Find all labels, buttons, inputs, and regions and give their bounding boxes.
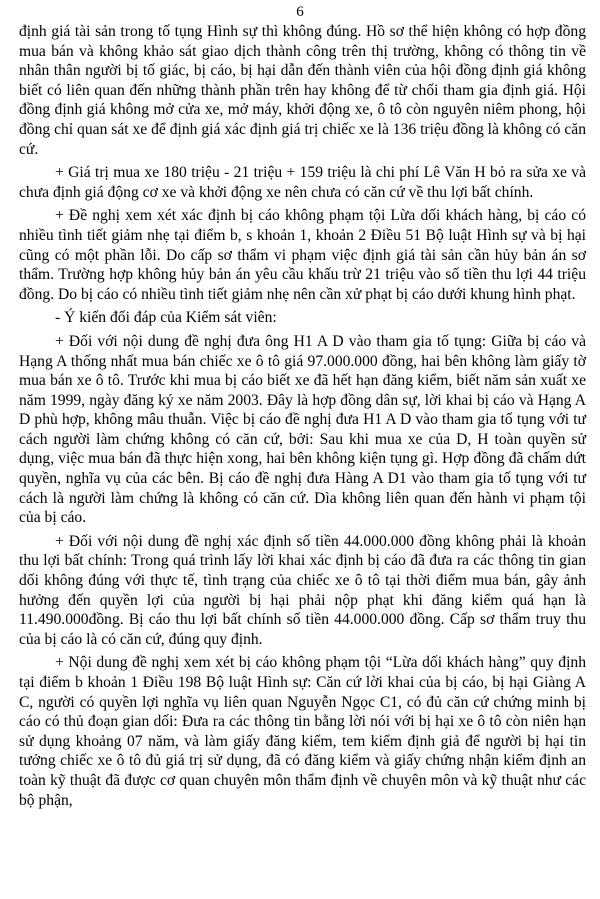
paragraph-purchase-value: + Giá trị mua xe 180 triệu - 21 triệu + 159 triệu là chi phí Lê Văn H bỏ ra sửa xe và chưa định giá động cơ xe và khởi động xe nên chưa có căn cứ về thu lợi bất chính.: [19, 164, 586, 201]
document-body: [19, 22, 586, 810]
paragraph-valuation-objection: định giá tài sản trong tố tụng Hình sự thì không đúng. Hồ sơ thể hiện không có hợp đồng mua bán và không khảo sát giao dịch thành công trên thị trường, không có thông tin về nhân thân người bị tố giác, bị cáo, bị hại dẫn đến thành viên của hội đồng định giá không biết có liên quan đến những thành phần trên hay không để từ chối tham gia định giá. Hội đồng định giá không mở cửa xe, mở máy, khởi động xe, ô tô còn nguyên niêm phong, hội đồng chỉ quan sát xe để định giá xác định giá trị chiếc xe là 136 triệu đồng là không có căn cứ.: [19, 23, 586, 158]
paragraph-witness-response: + Đối với nội dung đề nghị đưa ông H1 A D vào tham gia tố tụng: Giữa bị cáo và Hạng A thống nhất mua bán chiếc xe ô tô giá 97.000.000 đồng, hai bên không làm giấy tờ mua bán xe ô tô. Trước khi mua bị cáo biết xe đã hết hạn đăng kiểm, biết năm sản xuất xe năm 1999, ngày đăng ký xe năm 2003. Đây là hợp đồng dân sự, lời khai bị cáo và Hạng A D phù hợp, không mâu thuẫn. Việc bị cáo đề nghị đưa H1 A D vào tham gia tố tụng với tư cách người làm chứng không có căn cứ, bởi: Sau khi mua xe của D, H toàn quyền sử dụng, việc mua bán đã thực hiện xong, hai bên không kiện tụng gì. Hợp đồng đã chấm dứt quyền, nghĩa vụ của các bên. Bị cáo đề nghị đưa Hàng A D1 vào tham gia tố tụng với tư cách là người làm chứng là không có căn cứ. Dìa không liên quan đến hành vi phạm tội của bị cáo.: [19, 332, 586, 527]
paragraph-fraud-response: + Nội dung đề nghị xem xét bị cáo không phạm tội “Lừa dối khách hàng” quy định tại điểm b khoản 1 Điều 198 Bộ luật Hình sự: Căn cứ lời khai của bị cáo, bị hại Giàng A C, người có quyền lợi nghĩa vụ liên quan Nguyễn Ngọc C1, có đủ căn cứ chứng minh bị cáo có thủ đoạn gian dối: Đưa ra các thông tin bằng lời nói với bị hại xe ô tô còn niên hạn sử dụng khoảng 07 năm, và làm giấy đăng kiểm, tem kiểm định giả để người bị hại tin tưởng chiếc xe ô tô đủ giá trị sử dụng, đã có đăng kiểm và giấy chứng nhận kiểm định an toàn kỹ thuật đã được cơ quan chuyên môn thẩm định về chuyên môn và kỹ thuật như các bộ phận,: [19, 654, 586, 809]
paragraph-illegal-profit-response: + Đối với nội dung đề nghị xác định số tiền 44.000.000 đồng không phải là khoản thu lợi bất chính: Trong quá trình lấy lời khai xác định bị cáo đã đưa ra các thông tin gian dối không đúng với thực tế, tình trạng của chiếc xe ô tô tại thời điểm mua bán, gây ảnh hưởng đến quyền lợi của người bị hại phải nộp phạt khi đăng kiểm quá hạn là 11.490.000đồng. Bị cáo thu lợi bất chính số tiền 44.000.000 đồng. Cấp sơ thẩm truy thu của bị cáo là có căn cứ, đúng quy định.: [19, 532, 586, 648]
paragraph-defense-request: + Đề nghị xem xét xác định bị cáo không phạm tội Lừa dối khách hàng, bị cáo có nhiều tình tiết giảm nhẹ tại điểm b, s khoản 1, khoản 2 Điều 51 Bộ luật Hình sự và bị hại cũng có một phần lỗi. Do cấp sơ thẩm vi phạm việc định giá tài sản cần hủy bản án sơ thẩm. Trường hợp không hủy bản án yêu cầu khấu trừ 21 triệu vào số tiền thu lợi 44 triệu đồng. Do bị cáo có nhiều tình tiết giảm nhẹ nên cần xử phạt bị cáo dưới khung hình phạt.: [19, 207, 586, 303]
page-number: 6: [296, 4, 304, 20]
paragraph-prosecutor-heading: - Ý kiến đối đáp của Kiểm sát viên:: [55, 309, 277, 327]
